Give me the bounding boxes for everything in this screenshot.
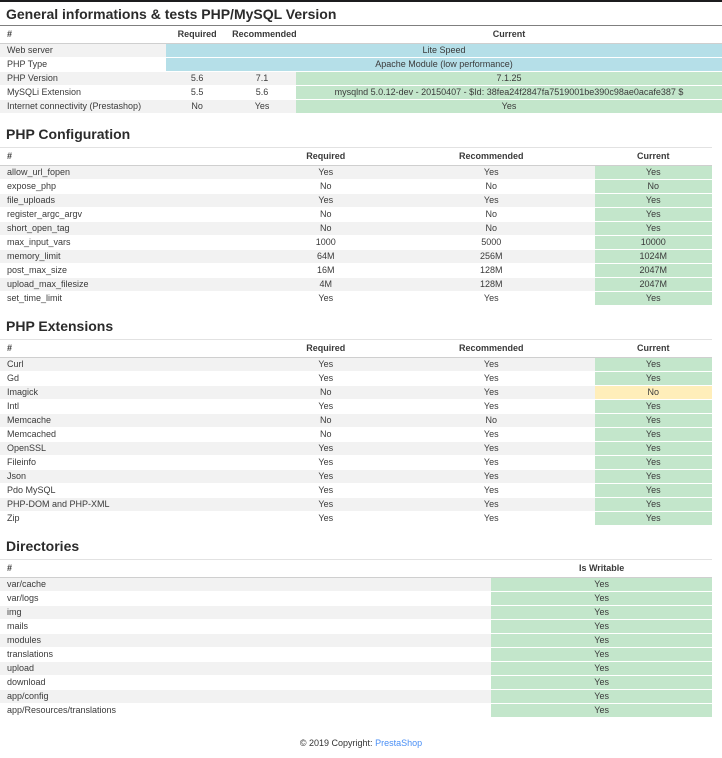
required-cell: 5.6 — [166, 72, 228, 86]
current-cell: 2047M — [595, 278, 713, 292]
column-header: Recommended — [388, 340, 594, 358]
table-row — [0, 264, 712, 278]
recommended-cell: Yes — [228, 100, 296, 114]
required-cell: Yes — [263, 456, 388, 470]
current-cell: Yes — [595, 484, 713, 498]
current-cell: Yes — [595, 512, 713, 526]
recommended-cell: Yes — [388, 442, 594, 456]
row-label-cell: Web server — [0, 44, 166, 58]
recommended-cell: Yes — [388, 456, 594, 470]
page-title: General informations & tests PHP/MySQL Version — [0, 4, 722, 26]
table-row — [0, 690, 712, 704]
row-label-cell: PHP Version — [0, 72, 166, 86]
row-label-cell: Imagick — [0, 386, 263, 400]
current-cell: Yes — [595, 442, 713, 456]
php-configuration-table — [0, 147, 712, 306]
row-label-cell: Gd — [0, 372, 263, 386]
current-cell: 7.1.25 — [296, 72, 722, 86]
section-title-php-extensions: PHP Extensions — [6, 318, 114, 334]
column-header: Recommended — [228, 26, 296, 44]
current-cell: No — [595, 180, 713, 194]
table-row — [0, 442, 712, 456]
writable-cell: Yes — [491, 592, 712, 606]
table-row — [0, 100, 722, 114]
current-cell: 2047M — [595, 264, 713, 278]
writable-cell: Yes — [491, 704, 712, 718]
php-extensions-table — [0, 339, 712, 526]
required-cell: No — [263, 414, 388, 428]
required-cell: Yes — [263, 498, 388, 512]
table-row — [0, 236, 712, 250]
table-row — [0, 194, 712, 208]
recommended-cell: No — [388, 180, 594, 194]
recommended-cell: Yes — [388, 512, 594, 526]
required-cell: 16M — [263, 264, 388, 278]
directories-table — [0, 559, 712, 718]
row-label-cell: short_open_tag — [0, 222, 263, 236]
recommended-cell: No — [388, 414, 594, 428]
copyright-text: © 2019 Copyright: — [299, 738, 373, 748]
row-label-cell: PHP-DOM and PHP-XML — [0, 498, 263, 512]
row-label-cell: Memcache — [0, 414, 263, 428]
recommended-cell: Yes — [388, 372, 594, 386]
recommended-cell: 5000 — [388, 236, 594, 250]
writable-cell: Yes — [491, 634, 712, 648]
column-header: Required — [263, 148, 388, 166]
row-label-cell: file_uploads — [0, 194, 263, 208]
current-cell: Yes — [595, 194, 713, 208]
row-label-cell: Json — [0, 470, 263, 484]
current-cell: Yes — [595, 222, 713, 236]
required-cell: No — [263, 386, 388, 400]
system-requirements-page — [0, 4, 722, 758]
row-label-cell: var/cache — [0, 578, 491, 592]
row-label-cell: PHP Type — [0, 58, 166, 72]
table-row — [0, 166, 712, 180]
column-header: # — [0, 26, 166, 44]
table-row — [0, 592, 712, 606]
row-label-cell: app/Resources/translations — [0, 704, 491, 718]
required-cell: 1000 — [263, 236, 388, 250]
row-label-cell: translations — [0, 648, 491, 662]
current-cell: mysqlnd 5.0.12-dev - 20150407 - $Id: 38fea24f2847fa7519001be390c98ae0acafe387 $ — [296, 86, 722, 100]
writable-cell: Yes — [491, 662, 712, 676]
table-row — [0, 58, 722, 72]
current-cell: 10000 — [595, 236, 713, 250]
footer — [0, 738, 722, 748]
recommended-cell: Yes — [388, 194, 594, 208]
row-label-cell: register_argc_argv — [0, 208, 263, 222]
required-cell: Yes — [263, 442, 388, 456]
required-cell: Yes — [263, 484, 388, 498]
column-header: Is Writable — [491, 560, 712, 578]
column-header: Required — [263, 340, 388, 358]
table-header — [0, 148, 712, 166]
required-cell: Yes — [263, 292, 388, 306]
table-row — [0, 634, 712, 648]
column-header: Current — [595, 340, 713, 358]
required-cell: No — [263, 180, 388, 194]
current-cell: Yes — [595, 428, 713, 442]
table-row — [0, 358, 712, 372]
current-cell: Yes — [595, 372, 713, 386]
required-cell: Yes — [263, 400, 388, 414]
column-header: Required — [166, 26, 228, 44]
current-cell: Yes — [595, 498, 713, 512]
row-label-cell: Zip — [0, 512, 263, 526]
header-row — [0, 560, 712, 578]
table-header — [0, 340, 712, 358]
current-cell: Yes — [296, 100, 722, 114]
current-cell: Yes — [595, 292, 713, 306]
table-row — [0, 648, 712, 662]
column-header: Current — [296, 26, 722, 44]
row-label-cell: modules — [0, 634, 491, 648]
recommended-cell: Yes — [388, 400, 594, 414]
row-label-cell: var/logs — [0, 592, 491, 606]
row-label-cell: OpenSSL — [0, 442, 263, 456]
table-row — [0, 386, 712, 400]
row-label-cell: img — [0, 606, 491, 620]
table-header — [0, 560, 712, 578]
column-header: Current — [595, 148, 713, 166]
table-row — [0, 512, 712, 526]
row-label-cell: Internet connectivity (Prestashop) — [0, 100, 166, 114]
column-header: Recommended — [388, 148, 594, 166]
current-cell: Apache Module (low performance) — [166, 58, 722, 72]
required-cell: Yes — [263, 470, 388, 484]
current-cell: Yes — [595, 414, 713, 428]
row-label-cell: Pdo MySQL — [0, 484, 263, 498]
section-title-directories: Directories — [6, 538, 80, 554]
recommended-cell: 256M — [388, 250, 594, 264]
row-label-cell: MySQLi Extension — [0, 86, 166, 100]
row-label-cell: upload — [0, 662, 491, 676]
table-header — [0, 26, 722, 44]
required-cell: No — [263, 222, 388, 236]
row-label-cell: mails — [0, 620, 491, 634]
table-row — [0, 428, 712, 442]
required-cell: No — [263, 208, 388, 222]
row-label-cell: Curl — [0, 358, 263, 372]
prestashop-link[interactable]: PrestaShop — [375, 738, 423, 748]
table-row — [0, 278, 712, 292]
table-body — [0, 578, 712, 718]
row-label-cell: app/config — [0, 690, 491, 704]
row-label-cell: expose_php — [0, 180, 263, 194]
table-row — [0, 456, 712, 470]
required-cell: Yes — [263, 512, 388, 526]
current-cell: Yes — [595, 358, 713, 372]
section-title-php-configuration: PHP Configuration — [6, 126, 131, 142]
writable-cell: Yes — [491, 690, 712, 704]
table-row — [0, 208, 712, 222]
recommended-cell: 7.1 — [228, 72, 296, 86]
recommended-cell: 5.6 — [228, 86, 296, 100]
required-cell: Yes — [263, 372, 388, 386]
recommended-cell: Yes — [388, 498, 594, 512]
table-row — [0, 44, 722, 58]
current-cell: Lite Speed — [166, 44, 722, 58]
writable-cell: Yes — [491, 648, 712, 662]
table-row — [0, 222, 712, 236]
table-row — [0, 578, 712, 592]
row-label-cell: set_time_limit — [0, 292, 263, 306]
recommended-cell: 128M — [388, 264, 594, 278]
required-cell: Yes — [263, 358, 388, 372]
recommended-cell: Yes — [388, 292, 594, 306]
required-cell: 4M — [263, 278, 388, 292]
row-label-cell: memory_limit — [0, 250, 263, 264]
table-row — [0, 662, 712, 676]
table-body — [0, 44, 722, 114]
recommended-cell: No — [388, 222, 594, 236]
recommended-cell: Yes — [388, 428, 594, 442]
table-row — [0, 372, 712, 386]
recommended-cell: No — [388, 208, 594, 222]
header-row — [0, 340, 712, 358]
table-row — [0, 484, 712, 498]
recommended-cell: 128M — [388, 278, 594, 292]
required-cell: Yes — [263, 194, 388, 208]
writable-cell: Yes — [491, 606, 712, 620]
table-row — [0, 704, 712, 718]
row-label-cell: Intl — [0, 400, 263, 414]
table-body — [0, 358, 712, 526]
required-cell: No — [166, 100, 228, 114]
table-row — [0, 86, 722, 100]
recommended-cell: Yes — [388, 484, 594, 498]
recommended-cell: Yes — [388, 470, 594, 484]
required-cell: 5.5 — [166, 86, 228, 100]
table-row — [0, 250, 712, 264]
current-cell: 1024M — [595, 250, 713, 264]
table-row — [0, 414, 712, 428]
column-header: # — [0, 340, 263, 358]
current-cell: Yes — [595, 400, 713, 414]
requirements-table — [0, 26, 722, 114]
header-row — [0, 148, 712, 166]
current-cell: Yes — [595, 166, 713, 180]
required-cell: Yes — [263, 166, 388, 180]
table-row — [0, 72, 722, 86]
required-cell: 64M — [263, 250, 388, 264]
table-row — [0, 470, 712, 484]
writable-cell: Yes — [491, 620, 712, 634]
table-row — [0, 180, 712, 194]
row-label-cell: post_max_size — [0, 264, 263, 278]
current-cell: Yes — [595, 208, 713, 222]
row-label-cell: Memcached — [0, 428, 263, 442]
header-row — [0, 26, 722, 44]
table-row — [0, 620, 712, 634]
top-border-bar — [0, 0, 722, 2]
recommended-cell: Yes — [388, 386, 594, 400]
column-header: # — [0, 560, 491, 578]
table-body — [0, 166, 712, 306]
row-label-cell: allow_url_fopen — [0, 166, 263, 180]
recommended-cell: Yes — [388, 358, 594, 372]
row-label-cell: max_input_vars — [0, 236, 263, 250]
current-cell: Yes — [595, 470, 713, 484]
row-label-cell: Fileinfo — [0, 456, 263, 470]
current-cell: Yes — [595, 456, 713, 470]
table-row — [0, 292, 712, 306]
current-cell: No — [595, 386, 713, 400]
table-row — [0, 498, 712, 512]
table-row — [0, 676, 712, 690]
writable-cell: Yes — [491, 676, 712, 690]
row-label-cell: download — [0, 676, 491, 690]
table-row — [0, 400, 712, 414]
required-cell: No — [263, 428, 388, 442]
recommended-cell: Yes — [388, 166, 594, 180]
column-header: # — [0, 148, 263, 166]
table-row — [0, 606, 712, 620]
writable-cell: Yes — [491, 578, 712, 592]
row-label-cell: upload_max_filesize — [0, 278, 263, 292]
